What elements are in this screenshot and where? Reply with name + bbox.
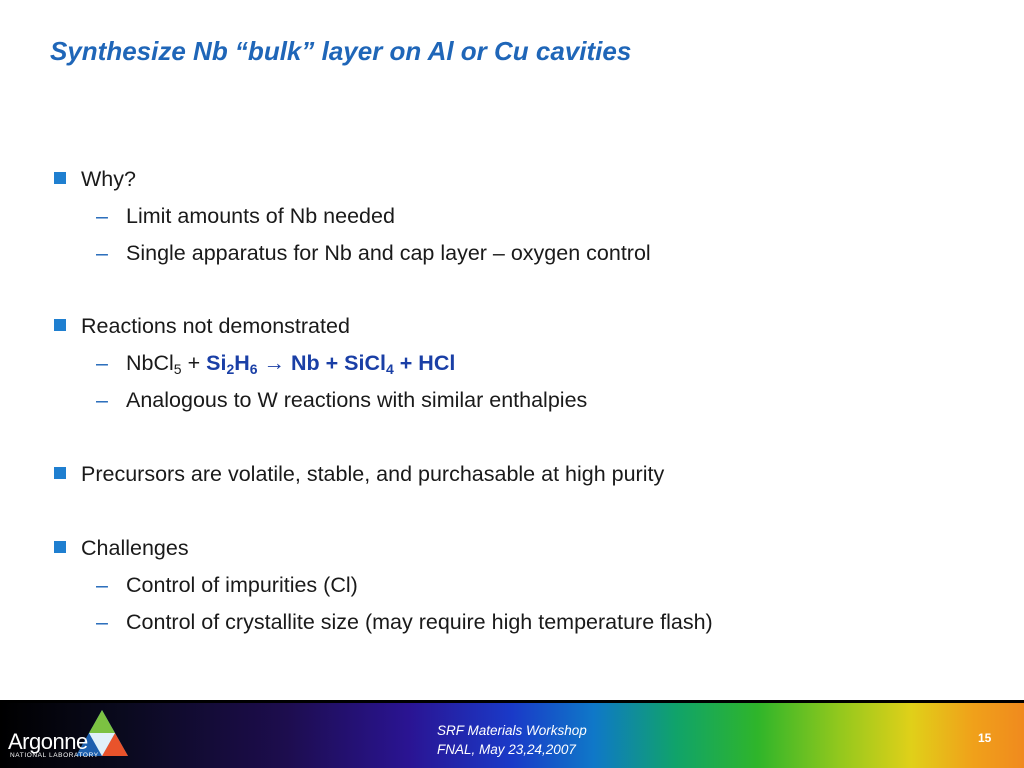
bullet-text: Challenges <box>81 536 189 560</box>
dash-bullet-icon: – <box>96 610 108 634</box>
sub-bullet-text: Control of crystallite size (may require high temperature flash) <box>126 610 713 634</box>
logo-wordmark: Argonne <box>8 729 88 754</box>
page-number: 15 <box>978 731 992 745</box>
bullet-reactions <box>54 316 350 338</box>
square-bullet-icon <box>54 541 66 553</box>
footer-event-name: SRF Materials Workshop <box>437 723 587 738</box>
bullet-text: Precursors are volatile, stable, and purchasable at high purity <box>81 462 665 486</box>
reactant-h: H <box>234 351 250 375</box>
highlighted-reaction <box>206 351 455 375</box>
reactant-nbcl: NbCl <box>126 351 174 375</box>
sub-bullet-text: Analogous to W reactions with similar enthalpies <box>126 388 588 412</box>
bullet-why <box>54 169 136 191</box>
bullet-text: Reactions not demonstrated <box>81 314 350 338</box>
subscript: 4 <box>386 361 394 377</box>
sub-bullet <box>96 206 395 228</box>
dash-bullet-icon: – <box>96 388 108 412</box>
subscript: 5 <box>173 361 182 377</box>
footer-event-date: FNAL, May 23,24,2007 <box>437 742 576 757</box>
dash-bullet-icon: – <box>96 241 108 265</box>
square-bullet-icon <box>54 467 66 479</box>
sub-bullet-reaction <box>96 353 455 375</box>
plus-sign: + <box>181 351 207 375</box>
dash-bullet-icon: – <box>96 573 108 597</box>
dash-bullet-icon: – <box>96 351 108 375</box>
dash-bullet-icon: – <box>96 204 108 228</box>
reaction-equation <box>126 351 455 375</box>
bullet-text: Why? <box>81 167 136 191</box>
sub-bullet <box>96 612 713 634</box>
sub-bullet <box>96 390 587 412</box>
sub-bullet-text: Single apparatus for Nb and cap layer – oxygen control <box>126 241 651 265</box>
sub-bullet <box>96 243 651 265</box>
subscript: 2 <box>226 361 235 377</box>
logo-subtitle: NATIONAL LABORATORY <box>10 752 99 759</box>
bullet-precursors <box>54 464 664 486</box>
bullet-challenges <box>54 538 189 560</box>
square-bullet-icon <box>54 172 66 184</box>
product-tail: + HCl <box>393 351 456 375</box>
sub-bullet-text: Control of impurities (Cl) <box>126 573 358 597</box>
sub-bullet-text: Limit amounts of Nb needed <box>126 204 395 228</box>
square-bullet-icon <box>54 319 66 331</box>
footer-divider <box>0 700 1024 703</box>
slide-title: Synthesize Nb “bulk” layer on Al or Cu cavities <box>50 36 632 66</box>
arrow-products: → Nb + SiCl <box>257 351 386 375</box>
reactant-si: Si <box>206 351 227 375</box>
sub-bullet <box>96 575 358 597</box>
subscript: 6 <box>249 361 258 377</box>
